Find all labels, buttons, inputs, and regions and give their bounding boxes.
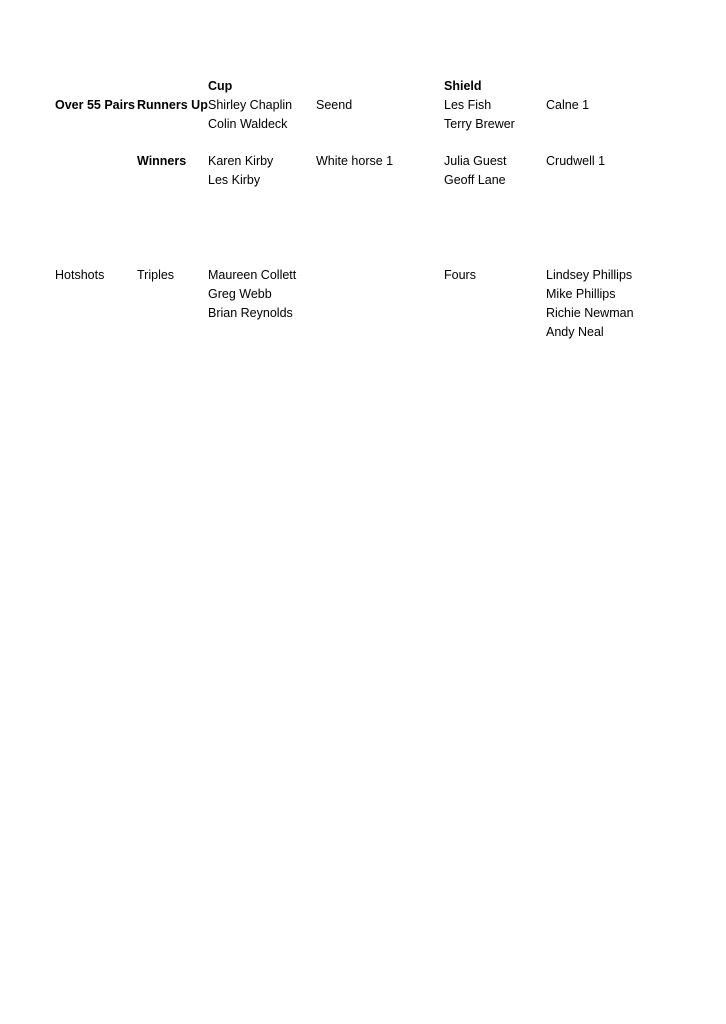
winners-shield-club: Crudwell 1 (546, 154, 606, 168)
runners-up-cup-player-2: Colin Waldeck (208, 117, 288, 131)
triples-player-3: Brian Reynolds (208, 306, 293, 320)
category-hotshots: Hotshots (55, 268, 105, 282)
runners-up-label: Runners Up (137, 98, 208, 112)
fours-player-2: Mike Phillips (546, 287, 616, 301)
runners-up-shield-player-1: Les Fish (444, 98, 492, 112)
fours-player-1: Lindsey Phillips (546, 268, 633, 282)
winners-cup-club: White horse 1 (316, 154, 394, 168)
winners-shield-player-2: Geoff Lane (444, 173, 506, 187)
fours-player-4: Andy Neal (546, 325, 604, 339)
triples-player-2: Greg Webb (208, 287, 272, 301)
shield-header: Shield (444, 79, 482, 93)
runners-up-shield-player-2: Terry Brewer (444, 117, 515, 131)
triples-player-1: Maureen Collett (208, 268, 297, 282)
category-over-55-pairs: Over 55 Pairs (55, 98, 135, 112)
triples-label: Triples (137, 268, 175, 282)
runners-up-cup-club: Seend (316, 98, 353, 112)
runners-up-shield-club: Calne 1 (546, 98, 590, 112)
fours-label: Fours (444, 268, 476, 282)
winners-label: Winners (137, 154, 187, 168)
winners-cup-player-1: Karen Kirby (208, 154, 274, 168)
fours-player-3: Richie Newman (546, 306, 634, 320)
runners-up-cup-player-1: Shirley Chaplin (208, 98, 293, 112)
winners-shield-player-1: Julia Guest (444, 154, 507, 168)
winners-cup-player-2: Les Kirby (208, 173, 261, 187)
cup-header: Cup (208, 79, 233, 93)
